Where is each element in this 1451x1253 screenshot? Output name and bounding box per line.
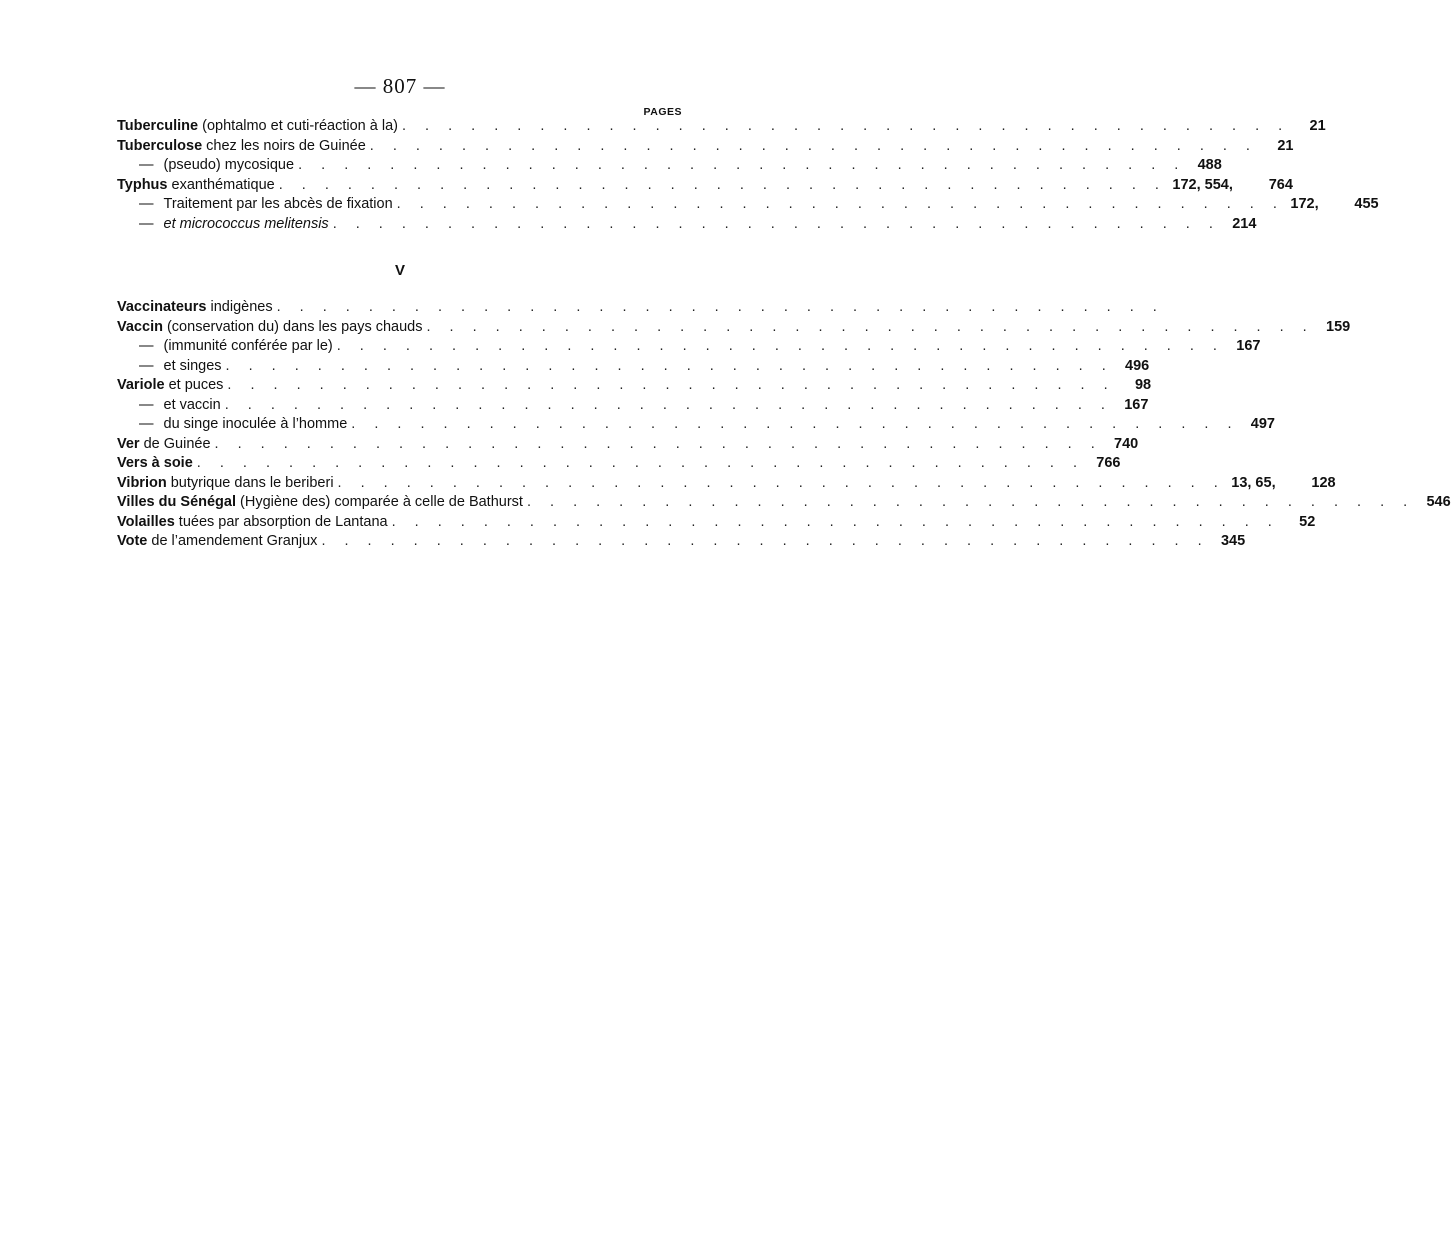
index-entry [117, 318, 1351, 338]
dot-leader: . . . . . . . . . . . . . . . . . . . . . . . . . . . . . . . . . . . . . . . [526, 494, 1415, 510]
entry-page-number: 488 [1197, 157, 1222, 173]
entry-heading [117, 156, 294, 176]
dot-leader: . . . . . . . . . . . . . . . . . . . . . . . . . . . . . . . . . . . . . . . [224, 396, 1113, 413]
entry-heading [117, 337, 333, 357]
dot-leader: . . . . . . . . . . . . . . . . . . . . . . . . . . . . . . . . . . . . . . . [276, 299, 1165, 315]
entry-text: (conservation du) dans les pays chauds [162, 318, 423, 335]
entry-page-number: 21 [1277, 137, 1294, 154]
dot-leader: . . . . . . . . . . . . . . . . . . . . . . . . . . . . . . . . . . . . . . . [196, 455, 1085, 471]
index-entry [117, 117, 1326, 137]
entry-text: du singe inoculée à l’homme [163, 416, 348, 432]
dot-leader: . . . . . . . . . . . . . . . . . . . . . . . . . . . . . . . . . . . . . . . [227, 377, 1116, 393]
index-entry [117, 137, 1294, 157]
index-entry [117, 337, 1261, 357]
entry-heading [117, 532, 317, 552]
entry-page-number: 546 [1426, 494, 1451, 510]
entry-page-number: 455 [1354, 196, 1379, 212]
entry-page-number: 764 [1268, 176, 1293, 193]
entry-heading [117, 215, 329, 235]
entry-page-number: 98 [1134, 377, 1152, 393]
entry-keyword: Typhus [117, 176, 168, 193]
dot-leader: . . . . . . . . . . . . . . . . . . . . . . . . . . . . . . . . . . . . . . . [336, 338, 1225, 354]
pages-column-heading: PAGES [643, 106, 682, 118]
ditto-dash: — [139, 357, 154, 374]
index-entry [117, 156, 1222, 176]
entry-page-number: 766 [1096, 455, 1121, 471]
entry-heading [117, 513, 388, 533]
index-entry [117, 493, 1451, 513]
entry-heading [117, 454, 193, 474]
entry-heading [117, 318, 423, 338]
index-entry [117, 532, 1246, 552]
entry-page-number: 497 [1250, 416, 1275, 432]
entry-text: (immunité conférée par le) [163, 338, 333, 354]
index-entry [117, 454, 1121, 474]
entry-heading [117, 396, 221, 416]
entry-text: tuées par absorption de Lantana [174, 513, 388, 530]
index-entries-v [117, 298, 1451, 552]
entry-extra-pages: 172, 554, [1172, 176, 1233, 193]
entry-page-number: 167 [1236, 338, 1261, 354]
index-entry [117, 435, 1139, 455]
entry-text: et singes [163, 357, 222, 374]
entry-keyword: Tuberculine [117, 118, 199, 134]
index-entry [117, 513, 1316, 533]
entry-heading [117, 493, 523, 513]
entry-page-number: 167 [1124, 396, 1149, 413]
entry-text: Traitement par les abcès de fixation [163, 196, 393, 212]
entry-extra-pages: 172, [1290, 196, 1319, 212]
ditto-dash: — [139, 196, 154, 212]
entry-keyword: Vibrion [117, 474, 167, 491]
ditto-dash: — [139, 416, 154, 432]
entry-page-number: 52 [1299, 513, 1316, 530]
index-entry [117, 195, 1379, 215]
entry-keyword: Vaccinateurs [117, 299, 207, 315]
dot-leader: . . . . . . . . . . . . . . . . . . . . . . . . . . . . . . . . . . . . . . . [401, 118, 1290, 134]
entry-text: exanthématique [167, 176, 275, 193]
entry-keyword: Tuberculose [117, 137, 203, 154]
dot-leader: . . . . . . . . . . . . . . . . . . . . . . . . . . . . . . . . . . . . . . . [278, 176, 1167, 193]
entry-extra-pages: 13, 65, [1231, 474, 1276, 491]
entry-text: de l’amendement Granjux [147, 533, 318, 549]
dot-leader: . . . . . . . . . . . . . . . . . . . . . . . . . . . . . . . . . . . . . . . [426, 318, 1315, 335]
entry-page-number: 214 [1232, 215, 1257, 232]
entry-heading [117, 415, 347, 435]
index-entry [117, 215, 1257, 235]
index-entry [117, 298, 1165, 318]
entry-text: butyrique dans le beriberi [166, 474, 334, 491]
entry-heading [117, 357, 222, 377]
entry-text: indigènes [206, 299, 273, 315]
index-entry [117, 376, 1152, 396]
entry-page-number: 159 [1326, 318, 1351, 335]
ditto-dash: — [139, 215, 154, 232]
entry-keyword: Villes du Sénégal [117, 494, 237, 510]
entry-page-number: 21 [1309, 118, 1326, 134]
index-entry [117, 176, 1293, 196]
entry-text: (pseudo) mycosique [163, 157, 295, 173]
entry-heading [117, 435, 211, 455]
dot-leader: . . . . . . . . . . . . . . . . . . . . . . . . . . . . . . . . . . . . . . . [391, 513, 1280, 530]
entry-heading [117, 195, 393, 215]
index-entry [117, 415, 1275, 435]
entry-page-number: 496 [1125, 357, 1150, 374]
entry-heading [117, 298, 273, 318]
entry-text: de Guinée [139, 435, 211, 452]
dot-leader: . . . . . . . . . . . . . . . . . . . . . . . . . . . . . . . . . . . . . . . [225, 357, 1114, 374]
entry-text: chez les noirs de Guinée [202, 137, 366, 154]
entry-page-number: 740 [1114, 435, 1139, 452]
index-entry [117, 357, 1150, 377]
dot-leader: . . . . . . . . . . . . . . . . . . . . . . . . . . . . . . . . . . . . . . . [214, 435, 1103, 452]
ditto-dash: — [139, 338, 154, 354]
ditto-dash: — [139, 157, 154, 173]
entry-keyword: Vers à soie [117, 455, 193, 471]
dot-leader: . . . . . . . . . . . . . . . . . . . . . . . . . . . . . . . . . . . . . . . [332, 215, 1221, 232]
entry-text: (ophtalmo et cuti-réaction à la) [198, 118, 398, 134]
entry-page-number: 128 [1311, 474, 1336, 491]
ditto-dash: — [139, 396, 154, 413]
entry-keyword: Vaccin [117, 318, 163, 335]
entry-keyword: Volailles [117, 513, 175, 530]
index-entries-t [117, 117, 1379, 234]
entry-heading [117, 376, 223, 396]
dot-leader: . . . . . . . . . . . . . . . . . . . . . . . . . . . . . . . . . . . . . . . [351, 416, 1239, 432]
dot-leader: . . . . . . . . . . . . . . . . . . . . . . . . . . . . . . . . . . . . . . . [337, 474, 1226, 491]
entry-heading [117, 117, 398, 137]
dot-leader: . . . . . . . . . . . . . . . . . . . . . . . . . . . . . . . . . . . . . . . [298, 157, 1186, 173]
page-folio: — 807 — [354, 74, 446, 98]
dot-leader: . . . . . . . . . . . . . . . . . . . . . . . . . . . . . . . . . . . . . . . [396, 196, 1285, 212]
entry-text: (Hygiène des) comparée à celle de Bathurst [236, 494, 523, 510]
entry-text: et puces [164, 377, 224, 393]
index-entry [117, 396, 1149, 416]
entry-text: et vaccin [163, 396, 221, 413]
entry-keyword: Ver [117, 435, 140, 452]
index-entry [117, 474, 1336, 494]
dot-leader: . . . . . . . . . . . . . . . . . . . . . . . . . . . . . . . . . . . . . . . [321, 533, 1210, 549]
entry-page-number: 345 [1220, 533, 1246, 549]
entry-text-italic: et micrococcus melitensis [163, 215, 329, 232]
entry-keyword: Vote [117, 533, 148, 549]
entry-heading [117, 176, 275, 196]
entry-heading [117, 137, 366, 157]
section-letter: V [394, 262, 405, 279]
dot-leader: . . . . . . . . . . . . . . . . . . . . . . . . . . . . . . . . . . . . . . . [369, 137, 1258, 154]
entry-heading [117, 474, 334, 494]
entry-keyword: Variole [117, 377, 165, 393]
